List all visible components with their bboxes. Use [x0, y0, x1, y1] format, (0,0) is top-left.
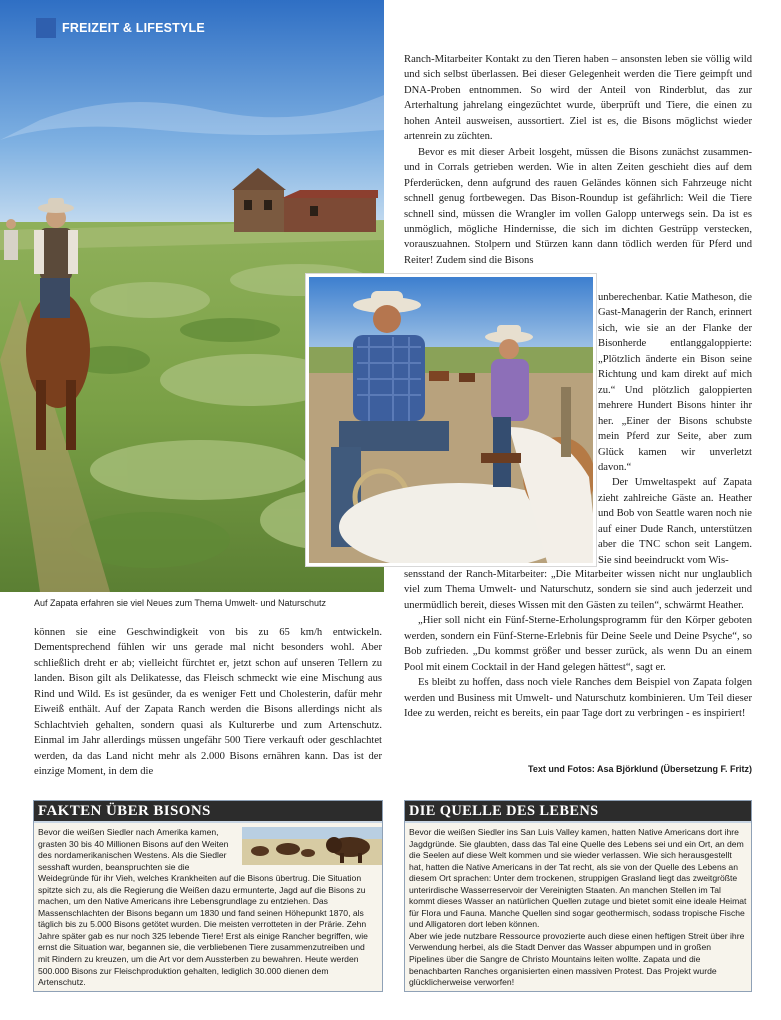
source-box-title: DIE QUELLE DES LEBENS — [409, 803, 599, 819]
article-column-right-top — [404, 52, 752, 268]
paragraph: Bevor es mit dieser Arbeit losgeht, müssen die Bisons zunächst zusammen- und in Corrals getrieben werden. Wie in alten Zeiten geschieht dies auf dem Pferderücken, denn aufgrund des rauen Geländes können sich Fahrzeuge nicht schnell genug fortbewegen. Das Bison-Roundup ist gefährlich: Weil die Tiere schnell sind, müssen die Wrangler im vollen Galopp unterwegs sein. Da ist es unmöglich, mögliche Hindernisse, die sich im dichten Gestrüpp verstecken, vorauszuahnen. Stolpern und Stürzen kann dann tödlich werden für Pferd und Reiter! Zudem sind die Bisons — [404, 146, 752, 266]
paragraph: sensstand der Ranch-Mitarbeiter: „Die Mitarbeiter wissen nicht nur unglaublich viel zum Thema Umwelt- und Naturschutz, sondern sie sind auch jederzeit und unermüdlich bereit, dieses Wissen mit den Gästen zu teilen“, schwärmt Heather. — [404, 569, 752, 611]
photo-caption: Auf Zapata erfahren sie viel Neues zum Thema Umwelt- und Naturschutz — [34, 598, 326, 608]
article-column-right-bottom — [404, 567, 752, 722]
source-box-text: Bevor die weißen Siedler ins San Luis Valley kamen, hatten Native Americans dort ihre Jagdgründe. Sie glaubten, dass das Tal eine Quelle des Lebens sei und ein Ort, an dem die Seelen auf diese Welt kommen und sie wieder verlassen. Wie sich herausgestellt hat, hatten die Native Americans in der Tat recht, als sie von der Quelle des Lebens an diesem Ort sprachen: Unter dem trockenen, struppigen Grasland liegt das zweitgrößte unterirdische Wasserreservoir der Vereinigten Staaten. An manchen Stellen im Tal kommt dieses Wasser an natürlichen Quellen zutage und bietet somit eine ideale Heimat für Flora und Fauna. Manche Quellen sind sogar geothermisch, sodass tropische Fische und Alligatoren dort leben können. — [409, 827, 747, 930]
facts-box-text: Bevor die weißen Siedler nach Amerika kamen, grasten 30 bis 40 Millionen Bisons auf den Weiten des nordamerikanischen Westens. Als die Siedler sesshaft wurden, beanspruchten sie die Weidegründe für ihr Vieh, welches Krankheiten auf die Bisons übertrug. Die Situation spitzte sich zu, als die Regierung die Weißen dazu ermunterte, Jagd auf die Bisons zu machen, um den Native Americans ihre Lebensgrundlage zu entziehen. Das Massenschlachten der Bisons begann um 1830 und fand seinen Höhepunkt 1870, als täglich bis zu 5.000 Bisons getötet wurden. Die meisten verrotteten in der Prärie. Zehn Jahre später gab es nur noch 325 lebende Tiere! Erst als einige Rancher begriffen, wie ernst die Situation war, begannen sie, die verbliebenen Tiere zusammenzutreiben und mit Rindern zu kreuzen, um die Art vor dem Aussterben zu bewahren. Heute werden 500.000 Bisons zur Fleischproduktion gehalten, lediglich 30.000 dienen dem Artenschutz. — [38, 827, 368, 988]
article-column-left-bottom — [34, 625, 382, 780]
paragraph: Ranch-Mitarbeiter Kontakt zu den Tieren haben – ansonsten leben sie völlig wild und sich selbst überlassen. Bei dieser Gelegenheit werden die Tiere geimpft und DNA-Proben entnommen. So wird der Anteil von Rinderblut, das zur Arterhaltung jahrelang eingezüchtet wurde, überprüft und Tiere, die einen zu hohen Anteil ausweisen, aussortiert. Ziel ist es, die Bisons möglichst wieder artenrein zu züchten. — [404, 54, 752, 143]
paragraph: Der Umweltaspekt auf Zapata zieht zahlreiche Gäste an. Heather und Bob von Seattle waren noch nie auf einer Dude Ranch, unterstützen aber die TNC schon seit Langem. Sie sind beeindruckt vom Wis- — [598, 477, 752, 566]
source-box-header — [405, 801, 751, 823]
paragraph: können sie eine Geschwindigkeit von bis zu 65 km/h entwickeln. Dementsprechend fühlen wir uns gerade mal nicht besonders wohl. Aber schließlich dreht er ab; vielleicht fürchtet er, jetzt schon auf unseren Tellern zu landen. Bison gilt als Delikatesse, das Fleisch schmeckt wie eine Mischung aus Rind und Wild. Es ist gesünder, da es weniger Fett und Cholesterin, dafür mehr Eiweiß enthält. Auf der Zapata Ranch werden die Bisons allerdings nicht als Schlachtvieh gehalten, sondern quasi als Kulturerbe und zum Artenschutz. Einmal im Jahr allerdings müssen ungefähr 500 Tiere verkauft oder geschlachtet werden, da das Land nicht mehr als 2.000 Bisons ernähren kann. Das ist der einzige Moment, in dem die — [34, 627, 382, 778]
paragraph: Es bleibt zu hoffen, dass noch viele Ranches dem Beispiel von Zapata folgen werden und Business mit Umwelt- und Naturschutz kombinieren. Um Teil dieser Idee zu werden, reicht es bereits, ein paar Tage dort zu verbringen - es inspiriert! — [404, 677, 752, 720]
facts-box — [33, 800, 383, 992]
section-label: FREIZEIT & LIFESTYLE — [62, 21, 205, 35]
source-box-text: Aber wie jede nutzbare Ressource provozierte auch diese einen heftigen Streit über ihre Verwendung herbei, als die Stadt Denver das Wasser abpumpen und in großen Pipelines über die Sangre de Christo Mountains leiten wollte. Zapata und die benachbarten Ranches organisierten einen massiven Protest. Das Projekt wurde glücklicherweise verworfen! — [409, 930, 745, 988]
article-column-wrap — [598, 290, 752, 568]
facts-box-body — [34, 823, 382, 989]
source-box-body — [405, 823, 751, 989]
paragraph: unberechenbar. Katie Matheson, die Gast-Managerin der Ranch, erinnert sich, wie sie an der Flanke der Bisonherde entlanggaloppierte: „Plötzlich änderte ein Bison seine Richtung und kam direkt auf mich zu.“ Und plötzlich galoppierten mehrere Hundert Bisons hinter ihr her. „Einer der Bisons schubste mein Pferd zur Seite, aber zum Glück kamen wir unverletzt davon.“ — [598, 292, 752, 473]
source-box — [404, 800, 752, 992]
facts-box-header — [34, 801, 382, 823]
section-tag — [36, 18, 205, 38]
photo-credit: Text und Fotos: Asa Björklund (Übersetzung F. Fritz) — [528, 764, 752, 774]
bison-herd-image — [242, 827, 382, 865]
facts-box-title: FAKTEN ÜBER BISONS — [38, 803, 211, 819]
section-marker-square-icon — [36, 18, 56, 38]
wranglers-photo — [306, 274, 596, 566]
paragraph: „Hier soll nicht ein Fünf-Sterne-Erholungsprogramm für den Körper geboten werden, sondern ein Fünf-Sterne-Erlebnis für Deine Seele und Deine Psyche“, so Bob zufrieden. „Du kommst größer und besser zurück, als wenn Du an einem Pool mit einem Cocktail in der Hand gelegen hättest“, sagt er. — [404, 615, 752, 673]
